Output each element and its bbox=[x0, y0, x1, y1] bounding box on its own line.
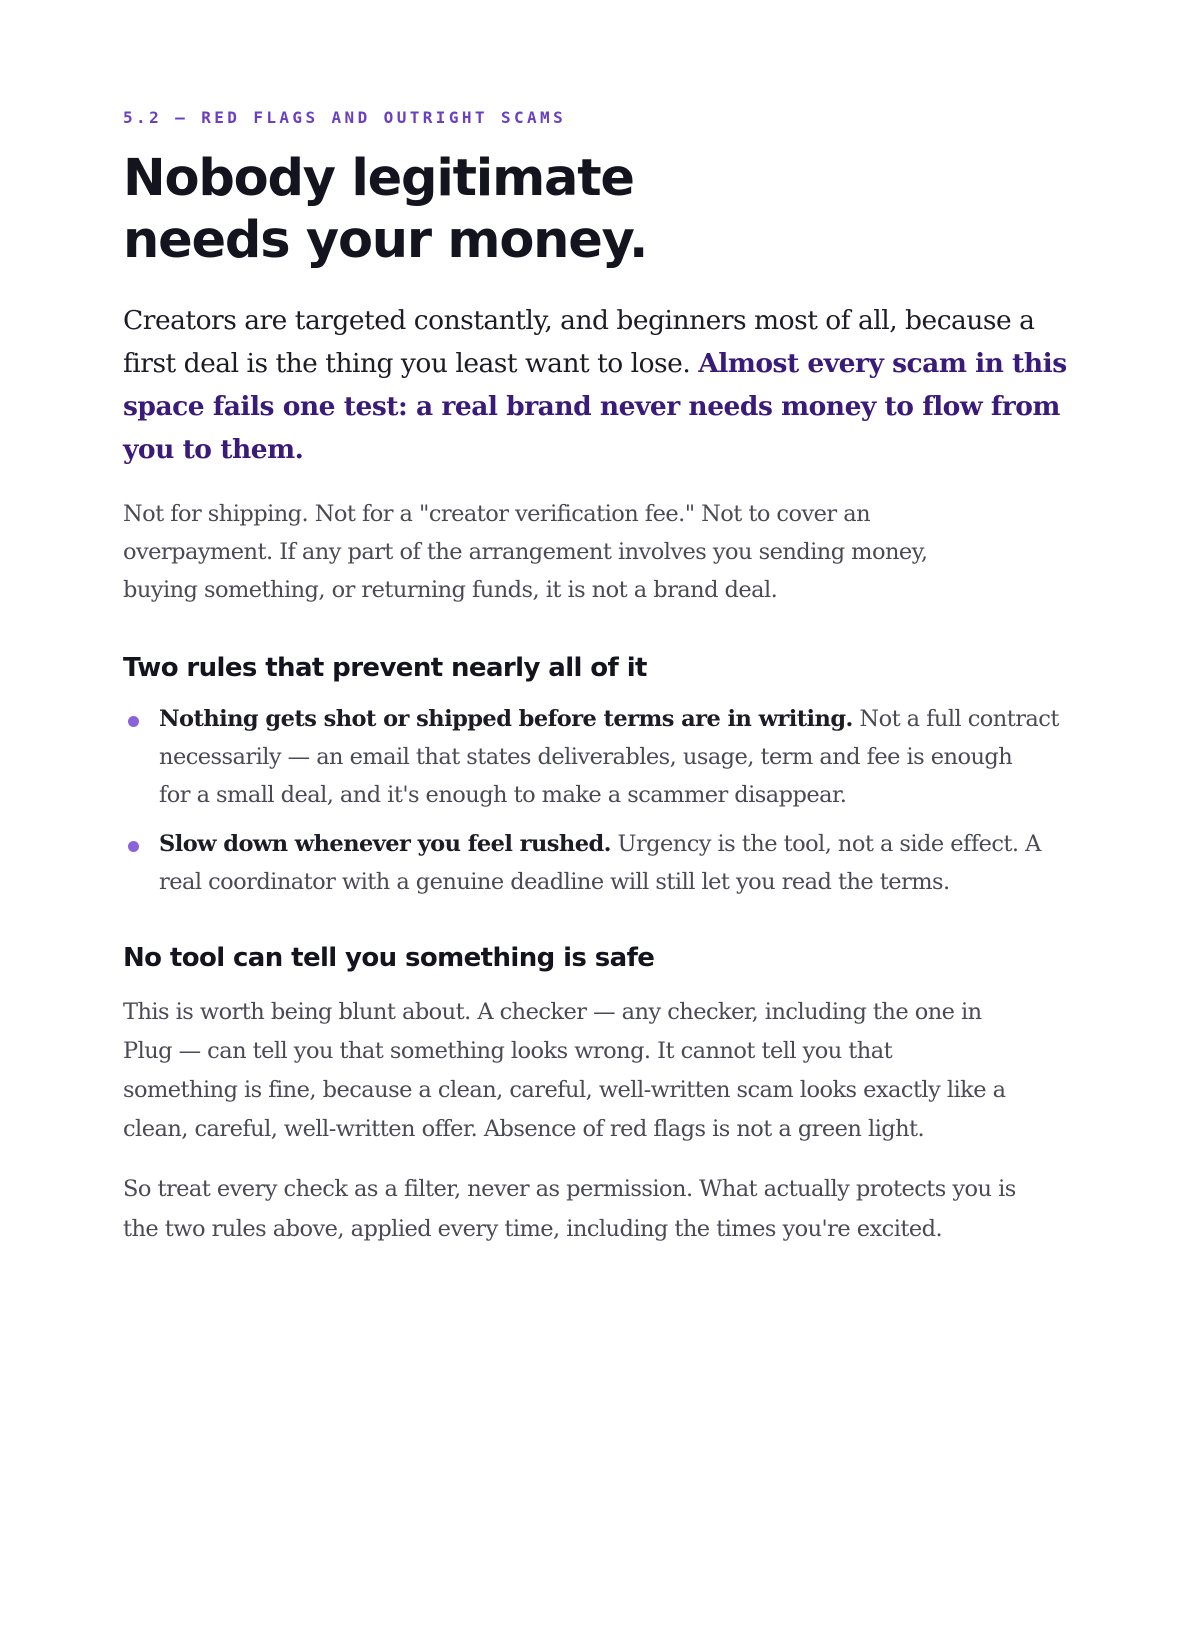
list-item bbox=[123, 700, 1083, 814]
lead-line-4-accent: you to them. bbox=[123, 434, 304, 465]
rule-1-line-1 bbox=[159, 700, 1083, 738]
section-eyebrow: 5.2 — RED FLAGS AND OUTRIGHT SCAMS bbox=[123, 108, 567, 127]
lead-line-2-plain: first deal is the thing you least want to lose. bbox=[123, 348, 699, 379]
bullet-dot-icon bbox=[128, 841, 139, 852]
section-heading-tools: No tool can tell you something is safe bbox=[123, 943, 655, 973]
list-item bbox=[123, 825, 1083, 901]
body-paragraph-2 bbox=[123, 993, 1083, 1149]
para1-line-1: Not for shipping. Not for a "creator verification fee." Not to cover an bbox=[123, 501, 871, 527]
para1-line-3: buying something, or returning funds, it is not a brand deal. bbox=[123, 577, 778, 603]
para1-line-2: overpayment. If any part of the arrangement involves you sending money, bbox=[123, 539, 928, 565]
lead-line-1: Creators are targeted constantly, and beginners most of all, because a bbox=[123, 305, 1035, 336]
rule-2-line-2: real coordinator with a genuine deadline will still let you read the terms. bbox=[159, 869, 950, 895]
para3-line-1: So treat every check as a filter, never as permission. What actually protects you is bbox=[123, 1176, 1016, 1202]
rule-1-bold: Nothing gets shot or shipped before terms are in writing. bbox=[159, 706, 853, 732]
body-paragraph-3 bbox=[123, 1169, 1083, 1249]
para3-line-2: the two rules above, applied every time, including the times you're excited. bbox=[123, 1216, 943, 1242]
lead-paragraph bbox=[123, 299, 1083, 471]
section-heading-rules: Two rules that prevent nearly all of it bbox=[123, 653, 647, 683]
body-paragraph-1 bbox=[123, 495, 1083, 609]
page-title-line-2: needs your money. bbox=[123, 211, 648, 270]
rule-1-line-1-rest: Not a full contract bbox=[852, 706, 1059, 732]
rule-1-line-3: for a small deal, and it's enough to make a scammer disappear. bbox=[159, 782, 847, 808]
para2-line-4: clean, careful, well-written offer. Absence of red flags is not a green light. bbox=[123, 1116, 925, 1142]
rule-2-line-1 bbox=[159, 825, 1083, 863]
para2-line-1: This is worth being blunt about. A checker — any checker, including the one in bbox=[123, 999, 982, 1025]
rules-list bbox=[123, 700, 1083, 901]
page-title bbox=[123, 148, 647, 272]
lead-line-3-accent: space fails one test: a real brand never needs money to flow from bbox=[123, 391, 1060, 422]
bullet-dot-icon bbox=[128, 716, 139, 727]
lead-line-2 bbox=[123, 342, 1083, 385]
para2-line-2: Plug — can tell you that something looks wrong. It cannot tell you that bbox=[123, 1038, 893, 1064]
page-title-line-1: Nobody legitimate bbox=[123, 149, 634, 208]
rule-2-line-1-rest: Urgency is the tool, not a side effect. A bbox=[610, 831, 1041, 857]
rule-2-bold: Slow down whenever you feel rushed. bbox=[159, 831, 611, 857]
rule-1-line-2: necessarily — an email that states deliverables, usage, term and fee is enough bbox=[159, 744, 1013, 770]
para2-line-3: something is fine, because a clean, careful, well-written scam looks exactly like a bbox=[123, 1077, 1006, 1103]
lead-line-2-accent: Almost every scam in this bbox=[698, 348, 1067, 379]
